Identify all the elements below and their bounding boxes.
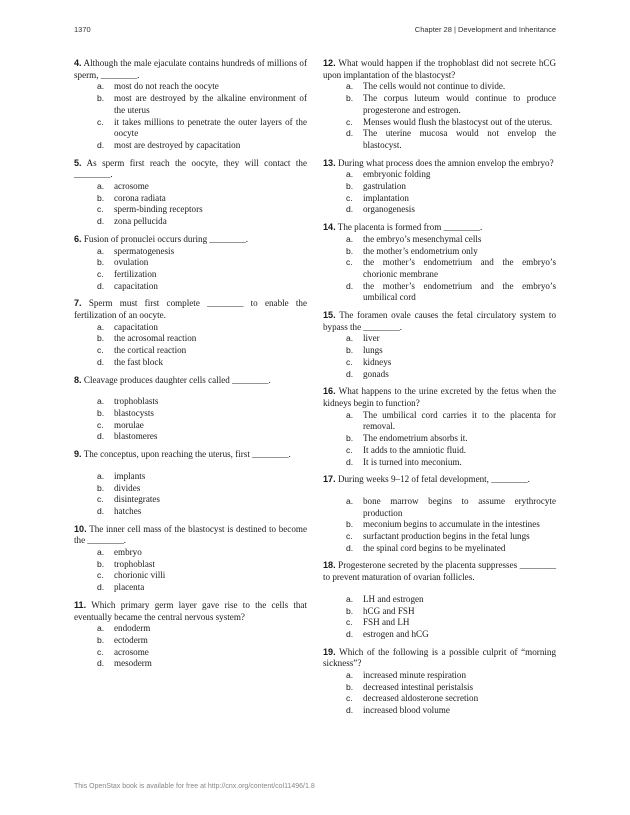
option-letter: d. bbox=[346, 204, 354, 215]
answer-options bbox=[74, 81, 307, 151]
question-stem bbox=[74, 600, 307, 623]
option-text: embryo bbox=[114, 547, 142, 558]
option-text: the cortical reaction bbox=[114, 345, 187, 356]
option-letter: c. bbox=[97, 419, 104, 430]
option-letter: a. bbox=[346, 495, 354, 506]
answer-option bbox=[74, 559, 307, 571]
option-letter: c. bbox=[346, 356, 353, 367]
answer-option bbox=[74, 333, 307, 345]
question-number: 10. bbox=[74, 523, 87, 534]
option-letter: b. bbox=[97, 257, 105, 268]
option-letter: a. bbox=[346, 593, 354, 604]
question-number: 4. bbox=[74, 58, 82, 68]
option-text: trophoblast bbox=[114, 558, 155, 569]
answer-option bbox=[74, 269, 307, 281]
answer-option bbox=[323, 117, 556, 129]
question-text: The conceptus, upon reaching the uterus, first ________. bbox=[83, 449, 291, 460]
question bbox=[74, 449, 307, 518]
answer-option bbox=[74, 357, 307, 369]
answer-option bbox=[74, 117, 307, 140]
answer-option bbox=[323, 457, 556, 469]
option-text: trophoblasts bbox=[114, 396, 159, 407]
option-text: meconium begins to accumulate in the intestines bbox=[363, 519, 540, 530]
option-text: decreased intestinal peristalsis bbox=[363, 681, 474, 692]
option-letter: c. bbox=[346, 116, 353, 127]
option-letter: c. bbox=[346, 693, 353, 704]
option-text: ovulation bbox=[114, 257, 149, 268]
answer-option bbox=[323, 369, 556, 381]
question bbox=[323, 474, 556, 554]
answer-option bbox=[74, 420, 307, 432]
option-text: liver bbox=[363, 333, 380, 344]
option-text: it takes millions to penetrate the outer layers of the oocyte bbox=[114, 116, 307, 139]
option-text: implantation bbox=[363, 192, 409, 203]
answer-option bbox=[74, 547, 307, 559]
question-text: As sperm first reach the oocyte, they will contact the ________. bbox=[74, 157, 307, 180]
option-text: acrosome bbox=[114, 181, 149, 192]
question bbox=[74, 600, 307, 670]
option-text: surfactant production begins in the fetal lungs bbox=[363, 531, 530, 542]
option-letter: c. bbox=[97, 345, 104, 356]
question bbox=[74, 298, 307, 368]
question-number: 15. bbox=[323, 310, 336, 321]
option-letter: a. bbox=[97, 245, 105, 256]
question-stem bbox=[323, 386, 556, 409]
answer-option bbox=[74, 483, 307, 495]
question-stem bbox=[74, 234, 307, 246]
option-letter: d. bbox=[97, 431, 105, 442]
option-text: most do not reach the oocyte bbox=[114, 81, 219, 92]
answer-options bbox=[323, 496, 556, 555]
answer-option bbox=[74, 471, 307, 483]
answer-option bbox=[323, 410, 556, 433]
blank-line-gap bbox=[74, 461, 307, 471]
answer-option bbox=[74, 431, 307, 443]
answer-option bbox=[323, 169, 556, 181]
option-text: most are destroyed by capacitation bbox=[114, 139, 241, 150]
answer-option bbox=[323, 606, 556, 618]
answer-option bbox=[323, 496, 556, 519]
answer-options bbox=[323, 594, 556, 641]
answer-option bbox=[323, 193, 556, 205]
option-letter: b. bbox=[346, 681, 354, 692]
option-text: estrogen and hCG bbox=[363, 628, 429, 639]
question-text: The inner cell mass of the blastocyst is destined to become the ________. bbox=[74, 523, 307, 546]
question-stem bbox=[323, 158, 556, 170]
answer-options bbox=[74, 181, 307, 228]
option-letter: a. bbox=[97, 321, 105, 332]
question-number: 11. bbox=[74, 599, 87, 610]
option-letter: a. bbox=[97, 547, 105, 558]
option-letter: c. bbox=[346, 192, 353, 203]
option-text: endoderm bbox=[114, 623, 151, 634]
answer-option bbox=[323, 345, 556, 357]
question-text: Progesterone secreted by the placenta suppresses ________ to prevent maturation of ovarian follicles. bbox=[323, 560, 557, 583]
blank-line-gap bbox=[323, 486, 556, 496]
option-letter: b. bbox=[346, 93, 354, 104]
option-text: hatches bbox=[114, 505, 142, 516]
answer-option bbox=[74, 93, 307, 116]
answer-option bbox=[323, 81, 556, 93]
option-letter: b. bbox=[346, 181, 354, 192]
blank-line-gap bbox=[323, 584, 556, 594]
answer-option bbox=[323, 705, 556, 717]
option-letter: c. bbox=[346, 617, 353, 628]
footer-note: This OpenStax book is available for free at http://cnx.org/content/col11496/1.8 bbox=[74, 783, 315, 790]
question bbox=[323, 58, 556, 152]
question bbox=[323, 386, 556, 468]
option-text: fertilization bbox=[114, 268, 157, 279]
option-letter: b. bbox=[97, 407, 105, 418]
answer-options bbox=[323, 234, 556, 304]
answer-option bbox=[74, 181, 307, 193]
option-letter: c. bbox=[97, 116, 104, 127]
option-letter: a. bbox=[97, 396, 105, 407]
answer-options bbox=[74, 396, 307, 443]
option-text: lungs bbox=[363, 345, 383, 356]
option-text: the spinal cord begins to be myelinated bbox=[363, 542, 506, 553]
option-text: decreased aldosterone secretion bbox=[363, 693, 479, 704]
option-text: spermatogenesis bbox=[114, 245, 175, 256]
question-text: Sperm must first complete ________ to enable the fertilization of an oocyte. bbox=[74, 298, 307, 321]
answer-option bbox=[74, 322, 307, 334]
option-letter: a. bbox=[346, 409, 354, 420]
option-text: gastrulation bbox=[363, 181, 406, 192]
question-text: The foramen ovale causes the fetal circulatory system to bypass the ________. bbox=[323, 310, 557, 332]
chapter-title: Chapter 28 | Development and Inheritance bbox=[414, 25, 556, 34]
option-text: zona pellucida bbox=[114, 216, 167, 227]
option-letter: b. bbox=[346, 245, 354, 256]
answer-option bbox=[323, 93, 556, 116]
answer-option bbox=[74, 647, 307, 659]
answer-option bbox=[323, 682, 556, 694]
answer-option bbox=[323, 519, 556, 531]
option-letter: d. bbox=[346, 128, 354, 139]
option-text: It is turned into meconium. bbox=[363, 456, 462, 467]
question-number: 16. bbox=[323, 386, 336, 397]
question-stem bbox=[323, 474, 556, 486]
question-stem bbox=[74, 375, 307, 387]
answer-options bbox=[74, 322, 307, 369]
answer-option bbox=[323, 181, 556, 193]
option-text: The cells would not continue to divide. bbox=[363, 81, 506, 92]
answer-option bbox=[323, 543, 556, 555]
option-text: kidneys bbox=[363, 356, 392, 367]
option-text: It adds to the amniotic fluid. bbox=[363, 444, 467, 455]
answer-option bbox=[323, 531, 556, 543]
answer-options bbox=[323, 333, 556, 380]
question-stem bbox=[74, 524, 307, 547]
question-number: 7. bbox=[74, 298, 82, 309]
option-letter: d. bbox=[346, 705, 354, 716]
answer-option bbox=[323, 204, 556, 216]
option-text: the acrosomal reaction bbox=[114, 333, 197, 344]
option-text: most are destroyed by the alkaline environment of the uterus bbox=[114, 93, 307, 115]
question-stem bbox=[74, 298, 307, 321]
option-text: The uterine mucosa would not envelop the blastocyst. bbox=[363, 128, 556, 150]
option-letter: c. bbox=[97, 646, 104, 657]
option-letter: d. bbox=[97, 658, 105, 669]
question-text: What happens to the urine excreted by the fetus when the kidneys begin to function? bbox=[323, 386, 557, 408]
option-letter: a. bbox=[346, 169, 354, 180]
answer-option bbox=[74, 506, 307, 518]
option-letter: b. bbox=[97, 93, 105, 104]
question-stem bbox=[74, 158, 307, 181]
option-letter: a. bbox=[97, 81, 105, 92]
option-letter: a. bbox=[97, 181, 105, 192]
option-letter: c. bbox=[346, 257, 353, 268]
option-text: the fast block bbox=[114, 356, 163, 367]
question bbox=[323, 560, 556, 640]
option-letter: c. bbox=[346, 444, 353, 455]
question bbox=[74, 375, 307, 444]
option-text: increased blood volume bbox=[363, 705, 450, 716]
option-letter: b. bbox=[346, 519, 354, 530]
answer-option bbox=[74, 281, 307, 293]
option-text: disintegrates bbox=[114, 494, 160, 505]
answer-options bbox=[74, 471, 307, 518]
answer-option bbox=[323, 246, 556, 258]
option-text: divides bbox=[114, 482, 141, 493]
option-text: chorionic villi bbox=[114, 570, 166, 581]
question-number: 18. bbox=[323, 560, 336, 571]
question-stem bbox=[74, 58, 307, 81]
left-column bbox=[74, 58, 307, 676]
option-letter: d. bbox=[97, 356, 105, 367]
answer-option bbox=[74, 216, 307, 228]
answer-options bbox=[74, 623, 307, 670]
question-stem bbox=[323, 647, 556, 670]
option-letter: b. bbox=[97, 634, 105, 645]
answer-options bbox=[74, 246, 307, 293]
answer-options bbox=[74, 547, 307, 594]
option-text: LH and estrogen bbox=[363, 593, 424, 604]
option-letter: d. bbox=[97, 505, 105, 516]
option-letter: b. bbox=[346, 433, 354, 444]
question bbox=[74, 158, 307, 228]
question-stem bbox=[323, 560, 556, 583]
option-letter: a. bbox=[97, 623, 105, 634]
option-letter: c. bbox=[346, 531, 353, 542]
answer-options bbox=[323, 670, 556, 717]
option-text: corona radiata bbox=[114, 192, 166, 203]
question-number: 19. bbox=[323, 646, 336, 657]
answer-option bbox=[74, 623, 307, 635]
answer-option bbox=[74, 81, 307, 93]
answer-option bbox=[74, 570, 307, 582]
answer-option bbox=[74, 257, 307, 269]
option-text: the mother’s endometrium only bbox=[363, 245, 478, 256]
answer-option bbox=[74, 658, 307, 670]
option-text: ectoderm bbox=[114, 634, 148, 645]
option-letter: d. bbox=[97, 280, 105, 291]
answer-option bbox=[323, 234, 556, 246]
page-number: 1370 bbox=[74, 25, 91, 34]
answer-option bbox=[74, 345, 307, 357]
question-number: 17. bbox=[323, 474, 336, 485]
option-text: mesoderm bbox=[114, 658, 152, 669]
question-text: Fusion of pronuclei occurs during ________. bbox=[83, 233, 249, 244]
option-text: capacitation bbox=[114, 321, 158, 332]
question-number: 12. bbox=[323, 58, 336, 68]
option-letter: d. bbox=[97, 216, 105, 227]
question bbox=[323, 222, 556, 304]
question bbox=[323, 158, 556, 217]
answer-option bbox=[323, 357, 556, 369]
question-stem bbox=[323, 222, 556, 234]
blank-line-gap bbox=[74, 386, 307, 396]
option-letter: b. bbox=[346, 345, 354, 356]
option-letter: d. bbox=[97, 139, 105, 150]
option-text: placenta bbox=[114, 582, 145, 593]
option-letter: b. bbox=[97, 333, 105, 344]
option-letter: a. bbox=[97, 470, 105, 481]
option-letter: b. bbox=[97, 558, 105, 569]
answer-option bbox=[74, 582, 307, 594]
option-text: The umbilical cord carries it to the placenta for removal. bbox=[363, 409, 556, 432]
answer-option bbox=[323, 629, 556, 641]
option-letter: b. bbox=[97, 192, 105, 203]
option-text: gonads bbox=[363, 368, 389, 379]
answer-option bbox=[323, 693, 556, 705]
question-text: Although the male ejaculate contains hundreds of millions of sperm, ________. bbox=[74, 58, 307, 80]
option-letter: c. bbox=[97, 570, 104, 581]
option-letter: a. bbox=[346, 233, 354, 244]
question-number: 13. bbox=[323, 157, 336, 168]
option-letter: d. bbox=[346, 368, 354, 379]
option-text: the mother’s endometrium and the embryo’s umbilical cord bbox=[363, 280, 556, 303]
question bbox=[74, 524, 307, 594]
question-text: What would happen if the trophoblast did not secrete hCG upon implantation of the blastocyst? bbox=[323, 58, 557, 80]
option-text: bone marrow begins to assume erythrocyte production bbox=[363, 495, 556, 518]
question bbox=[74, 234, 307, 293]
answer-options bbox=[323, 410, 556, 469]
option-text: hCG and FSH bbox=[363, 605, 415, 616]
answer-option bbox=[323, 257, 556, 280]
question bbox=[323, 647, 556, 717]
answer-option bbox=[74, 246, 307, 258]
option-letter: a. bbox=[346, 81, 354, 92]
option-letter: d. bbox=[97, 582, 105, 593]
answer-option bbox=[323, 594, 556, 606]
option-text: blastocysts bbox=[114, 407, 154, 418]
answer-options bbox=[323, 81, 556, 151]
answer-option bbox=[74, 204, 307, 216]
option-text: implants bbox=[114, 470, 146, 481]
question-text: The placenta is formed from ________. bbox=[337, 222, 483, 233]
question-number: 14. bbox=[323, 222, 336, 233]
option-letter: b. bbox=[97, 482, 105, 493]
question-stem bbox=[323, 310, 556, 333]
option-letter: c. bbox=[97, 204, 104, 215]
option-text: morulae bbox=[114, 419, 144, 430]
option-letter: b. bbox=[346, 605, 354, 616]
option-letter: c. bbox=[97, 268, 104, 279]
answer-option bbox=[323, 333, 556, 345]
option-text: the mother’s endometrium and the embryo’s chorionic membrane bbox=[363, 257, 556, 279]
option-text: The corpus luteum would continue to produce progesterone and estrogen. bbox=[363, 93, 556, 115]
question-number: 9. bbox=[74, 449, 82, 460]
option-letter: c. bbox=[97, 494, 104, 505]
question-number: 8. bbox=[74, 374, 82, 385]
question bbox=[323, 310, 556, 380]
option-text: sperm-binding receptors bbox=[114, 204, 203, 215]
question-text: During what process does the amnion envelop the embryo? bbox=[337, 157, 554, 168]
option-text: the embryo’s mesenchymal cells bbox=[363, 233, 482, 244]
question-stem bbox=[74, 449, 307, 461]
question-stem bbox=[323, 58, 556, 81]
option-text: capacitation bbox=[114, 280, 158, 291]
answer-option bbox=[323, 617, 556, 629]
option-text: acrosome bbox=[114, 646, 149, 657]
question-text: Cleavage produces daughter cells called ________. bbox=[83, 374, 271, 385]
option-letter: d. bbox=[346, 628, 354, 639]
answer-option bbox=[74, 396, 307, 408]
answer-option bbox=[74, 635, 307, 647]
option-letter: a. bbox=[346, 333, 354, 344]
answer-options bbox=[323, 169, 556, 216]
question-number: 6. bbox=[74, 233, 82, 244]
option-letter: d. bbox=[346, 542, 354, 553]
option-letter: d. bbox=[346, 456, 354, 467]
answer-option bbox=[323, 433, 556, 445]
option-text: FSH and LH bbox=[363, 617, 410, 628]
option-text: The endometrium absorbs it. bbox=[363, 433, 468, 444]
answer-option bbox=[74, 408, 307, 420]
option-letter: a. bbox=[346, 670, 354, 681]
answer-option bbox=[323, 445, 556, 457]
option-letter: d. bbox=[346, 280, 354, 291]
right-column bbox=[323, 58, 556, 723]
answer-option bbox=[74, 193, 307, 205]
answer-option bbox=[74, 140, 307, 152]
question-text: Which primary germ layer gave rise to the cells that eventually became the central nervous system? bbox=[74, 599, 307, 622]
question-number: 5. bbox=[74, 157, 82, 168]
option-text: increased minute respiration bbox=[363, 670, 467, 681]
answer-option bbox=[323, 281, 556, 304]
option-text: organogenesis bbox=[363, 204, 415, 215]
question-text: Which of the following is a possible culprit of “morning sickness”? bbox=[323, 646, 556, 669]
option-text: blastomeres bbox=[114, 431, 158, 442]
question bbox=[74, 58, 307, 152]
option-text: embryonic folding bbox=[363, 169, 431, 180]
answer-option bbox=[323, 128, 556, 151]
answer-option bbox=[74, 494, 307, 506]
question-text: During weeks 9–12 of fetal development, ________. bbox=[337, 474, 530, 485]
answer-option bbox=[323, 670, 556, 682]
option-text: Menses would flush the blastocyst out of the uterus. bbox=[363, 116, 553, 127]
